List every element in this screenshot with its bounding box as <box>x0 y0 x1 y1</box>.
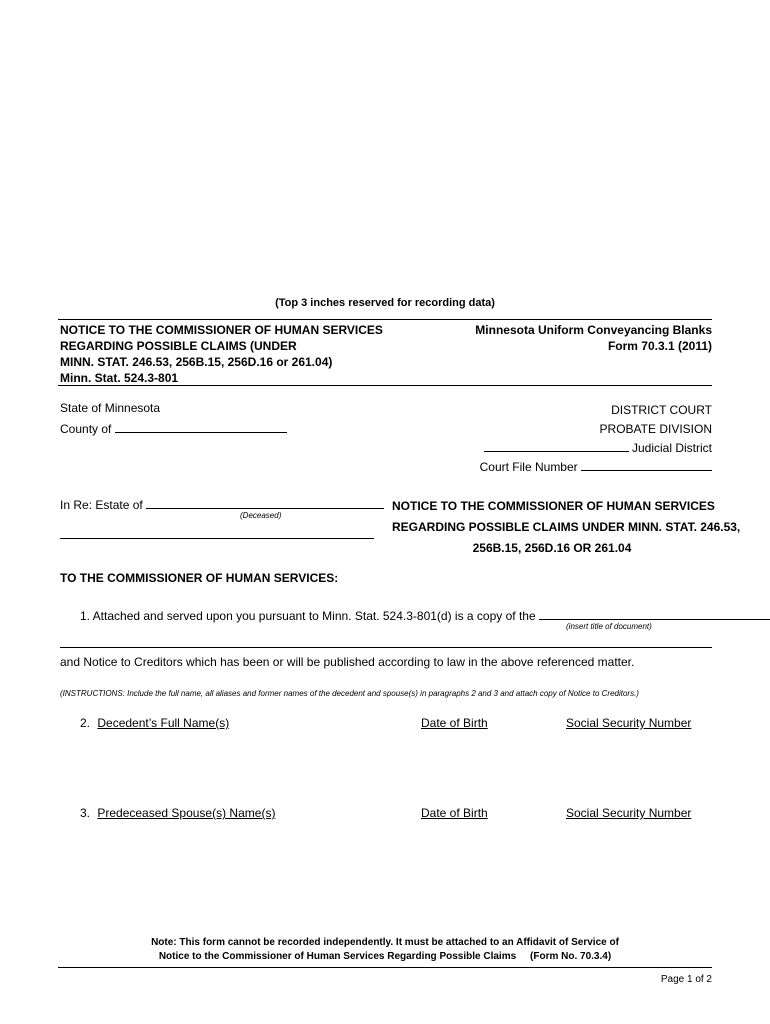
estate-row <box>60 496 384 512</box>
decedent-dob-header: Date of Birth <box>421 716 488 730</box>
document-title-field[interactable] <box>539 607 770 620</box>
document-title-continuation-line[interactable] <box>60 647 712 648</box>
division-label: PROBATE DIVISION <box>599 422 712 436</box>
court-label: DISTRICT COURT <box>611 403 712 417</box>
paragraph-1-continuation: and Notice to Creditors which has been or will be published according to law in the above referenced matter. <box>60 655 635 669</box>
instructions: (INSTRUCTIONS: Include the full name, all aliases and former names of the decedent and spouse(s) in paragraphs 2 and 3 and attach copy of Notice to Creditors.) <box>60 689 639 698</box>
court-file-label: Court File Number <box>479 460 578 474</box>
estate-second-line[interactable] <box>60 538 374 539</box>
reserved-note: (Top 3 inches reserved for recording data) <box>275 297 495 309</box>
paragraph-1 <box>80 607 770 623</box>
document-title-line: REGARDING POSSIBLE CLAIMS UNDER MINN. STAT. 246.53, <box>392 520 741 534</box>
form-series: Minnesota Uniform Conveyancing Blanks <box>475 323 712 337</box>
paragraph-3 <box>80 806 275 820</box>
court-file-row <box>480 458 712 477</box>
footer-note-line: Notice to the Commissioner of Human Services Regarding Possible Claims (Form No. 70.3.4) <box>158 951 612 962</box>
form-number: Form 70.3.1 (2011) <box>607 339 712 353</box>
decedent-ssn-header: Social Security Number <box>566 716 692 730</box>
header-title-line: NOTICE TO THE COMMISSIONER OF HUMAN SERVICES <box>60 323 383 337</box>
header-title-line: REGARDING POSSIBLE CLAIMS (UNDER <box>60 339 297 353</box>
judicial-district-row <box>480 439 712 458</box>
paragraph-2 <box>80 716 229 730</box>
footer-rule <box>58 967 712 968</box>
spouse-ssn-header: Social Security Number <box>566 806 692 820</box>
county-field[interactable] <box>115 420 287 433</box>
decedent-name-header: Decedent’s Full Name(s) <box>97 716 230 730</box>
document-title <box>392 496 741 559</box>
form-identifier <box>475 322 712 354</box>
paragraph-1-text: 1. Attached and served upon you pursuant to Minn. Stat. 524.3-801(d) is a copy of the <box>80 609 536 623</box>
header-title-line: MINN. STAT. 246.53, 256B.15, 256D.16 or 261.04) <box>60 355 333 369</box>
state-label: State of Minnesota <box>60 401 161 415</box>
footer-note-line: Note: This form cannot be recorded independently. It must be attached to an Affidavit of Service of <box>151 937 619 948</box>
document-title-line: NOTICE TO THE COMMISSIONER OF HUMAN SERVICES <box>392 499 715 513</box>
page-number: Page 1 of 2 <box>660 974 712 985</box>
header-title-line: Minn. Stat. 524.3-801 <box>60 371 179 385</box>
county-row <box>60 420 287 436</box>
document-title-line: 256B.15, 256D.16 OR 261.04 <box>472 541 632 555</box>
spouse-dob-header: Date of Birth <box>421 806 488 820</box>
court-file-field[interactable] <box>581 458 712 471</box>
court-caption <box>480 401 712 477</box>
salutation: TO THE COMMISSIONER OF HUMAN SERVICES: <box>60 571 339 585</box>
estate-label: In Re: Estate of <box>60 498 143 512</box>
header-title <box>60 322 383 386</box>
estate-name-field[interactable] <box>146 496 384 509</box>
insert-title-hint: (insert title of document) <box>566 622 652 631</box>
county-label: County of <box>60 422 112 436</box>
paragraph-2-number: 2. <box>80 716 91 730</box>
paragraph-3-number: 3. <box>80 806 91 820</box>
footer-note <box>0 936 770 964</box>
judicial-district-field[interactable] <box>484 439 629 452</box>
header-bottom-rule <box>58 385 712 386</box>
deceased-label: (Deceased) <box>240 511 282 520</box>
judicial-district-label: Judicial District <box>631 441 712 455</box>
spouse-name-header: Predeceased Spouse(s) Name(s) <box>97 806 276 820</box>
header-top-rule <box>58 319 712 320</box>
